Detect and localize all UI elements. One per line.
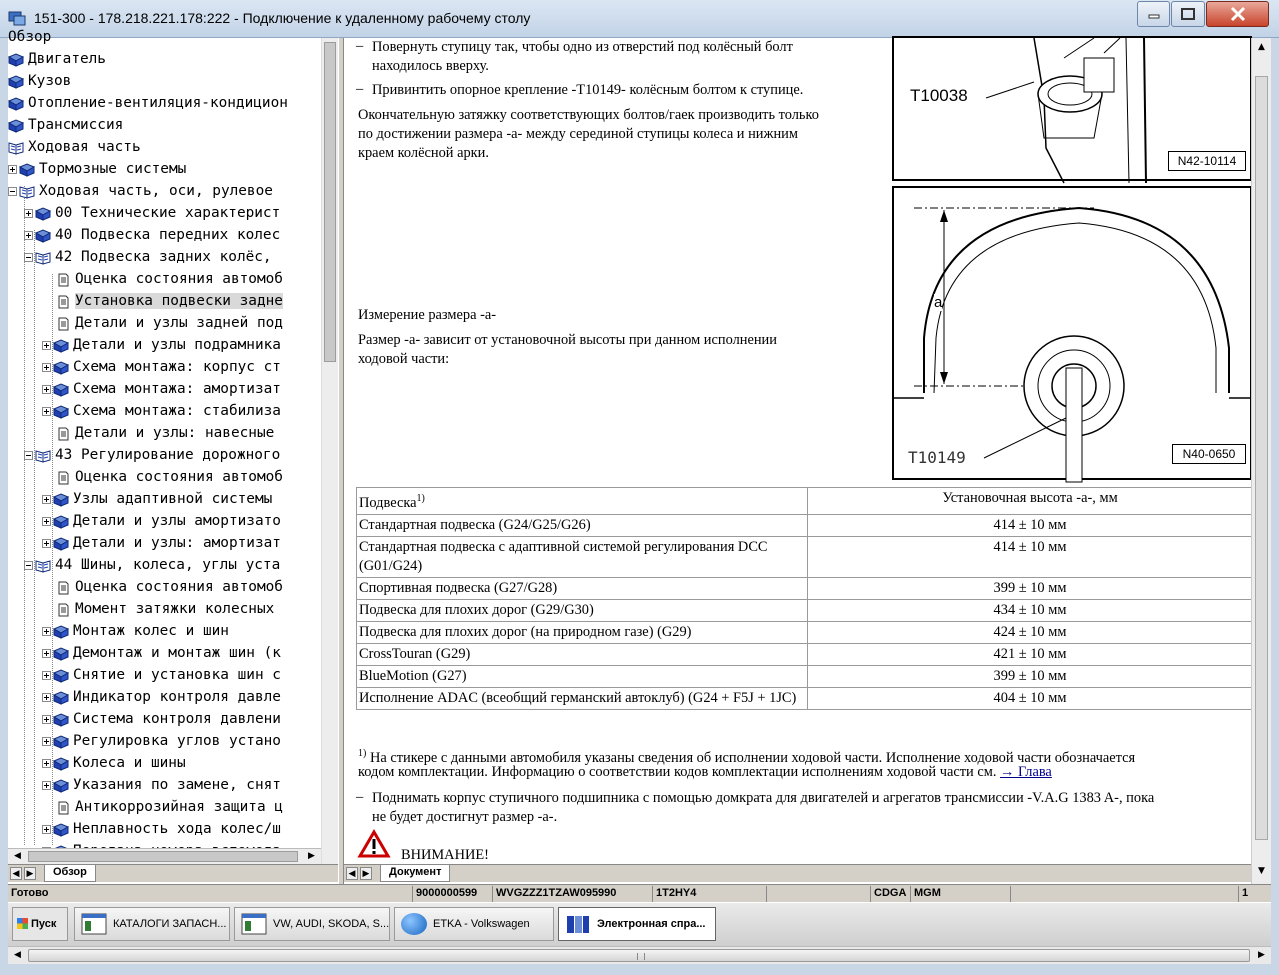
tree-item-label: Установка подвески задне <box>75 293 283 309</box>
height-value-cell: 434 ± 10 мм <box>808 599 1253 621</box>
tree-item[interactable] <box>42 686 281 708</box>
height-value-cell: 399 ± 10 мм <box>808 577 1253 599</box>
book-closed-icon <box>8 74 24 88</box>
scrollbar-thumb[interactable] <box>28 851 298 862</box>
taskbar <box>8 902 1271 946</box>
globe-icon <box>401 913 427 935</box>
expand-icon[interactable] <box>8 165 17 174</box>
tree-item-label: Обзор <box>8 29 52 45</box>
tree-item[interactable] <box>42 774 281 796</box>
step-text: Привинтить опорное крепление -T10149- колёсным болтом к ступице. <box>372 82 804 98</box>
suspension-height-table <box>356 487 1253 710</box>
taskbar-button-label: КАТАЛОГИ ЗАПАСН... <box>113 918 227 930</box>
tree-item[interactable] <box>42 708 281 730</box>
tree-item-label: 44 Шины, колеса, углы уста <box>55 557 281 573</box>
height-value-cell: 414 ± 10 мм <box>808 536 1253 577</box>
suspension-name-cell: Стандартная подвеска (G24/G25/G26) <box>357 514 808 536</box>
tool-label: T10038 <box>910 86 968 105</box>
tree-item[interactable] <box>24 444 280 466</box>
expand-icon[interactable] <box>42 495 51 504</box>
tree-item[interactable] <box>8 136 141 158</box>
height-value-cell: 424 ± 10 мм <box>808 621 1253 643</box>
tree-item-label: Двигатель <box>28 51 106 67</box>
header-suspension: Подвеска <box>359 494 417 511</box>
section-title: Измерение размера -а- <box>358 307 497 323</box>
tree-item[interactable] <box>8 48 106 70</box>
tree-item-label: 00 Технические характерист <box>55 205 281 221</box>
table-row <box>357 643 1253 665</box>
expand-icon[interactable] <box>42 737 51 746</box>
tree-item[interactable] <box>42 730 281 752</box>
book-closed-icon <box>19 162 35 176</box>
tree-item-label: Регулировка углов устано <box>73 733 281 749</box>
expand-icon[interactable] <box>42 825 51 834</box>
figure-t10038 <box>892 36 1252 181</box>
figure-t10149 <box>892 186 1252 480</box>
tab-overview[interactable]: Обзор <box>44 865 96 882</box>
navigation-tree[interactable] <box>8 29 342 864</box>
expand-icon[interactable] <box>42 759 51 768</box>
tree-item-label: Детали и узлы подрамника <box>73 337 281 353</box>
footnote-marker: 1) <box>416 493 425 504</box>
footnote-line: кодом комплектации. Информацию о соответствии кодов комплектации исполнениям ходовой части см. <box>358 764 997 780</box>
remote-desktop-icon <box>8 10 26 26</box>
tree-item[interactable] <box>42 598 274 620</box>
tree-item[interactable] <box>42 752 186 774</box>
table-row <box>357 599 1253 621</box>
suspension-name-cell: BlueMotion (G27) <box>357 665 808 687</box>
collapse-icon[interactable] <box>8 187 17 196</box>
expand-icon[interactable] <box>42 407 51 416</box>
maximize-button[interactable] <box>1171 1 1205 27</box>
tree-item[interactable] <box>42 422 274 444</box>
expand-icon[interactable] <box>24 231 33 240</box>
tree-item[interactable] <box>24 246 272 268</box>
scroll-up-icon[interactable]: ▲ <box>1258 42 1265 52</box>
tree-item[interactable] <box>8 158 186 180</box>
tree-item[interactable] <box>42 290 283 312</box>
minimize-icon <box>1148 9 1160 19</box>
book-closed-icon <box>53 514 69 528</box>
book-closed-icon <box>35 206 51 220</box>
expand-icon[interactable] <box>42 627 51 636</box>
taskbar-button-active[interactable] <box>558 907 716 941</box>
document-tabbar <box>344 864 1251 882</box>
page-icon <box>55 602 71 616</box>
table-row <box>357 514 1253 536</box>
height-value-cell: 404 ± 10 мм <box>808 687 1253 709</box>
tab-prev-icon[interactable]: ◀ <box>10 867 22 880</box>
taskbar-button[interactable] <box>394 907 554 941</box>
scrollbar-thumb[interactable] <box>1255 76 1268 840</box>
scroll-down-icon[interactable]: ▼ <box>1258 866 1265 876</box>
tree-item-label: Тормозные системы <box>39 161 187 177</box>
tree-item-label: Оценка состояния автомоб <box>75 271 283 287</box>
tree-item[interactable] <box>24 202 280 224</box>
minimize-button[interactable] <box>1137 1 1170 27</box>
tree-item-label: Детали и узлы: амортизат <box>73 535 281 551</box>
page-icon <box>55 316 71 330</box>
start-button[interactable]: Пуск <box>12 907 68 941</box>
step-text: находилось вверху. <box>372 58 489 74</box>
book-closed-icon <box>53 646 69 660</box>
tree-item[interactable] <box>42 818 281 840</box>
header-height: Установочная высота -а-, мм <box>808 488 1253 515</box>
expand-icon[interactable] <box>42 341 51 350</box>
book-open-icon <box>35 558 51 572</box>
page-icon <box>55 272 71 286</box>
tree-vertical-scrollbar[interactable] <box>321 38 338 864</box>
tree-item[interactable] <box>42 334 281 356</box>
tree-item-label: Детали и узлы: навесные <box>75 425 275 441</box>
status-cell: 1T2HY4 <box>652 886 766 902</box>
tree-item-label: Трансмиссия <box>28 117 124 133</box>
tree-item-label: Снятие и установка шин с <box>73 667 281 683</box>
close-button[interactable] <box>1206 1 1269 27</box>
book-closed-icon <box>53 734 69 748</box>
book-open-icon <box>35 250 51 264</box>
book-closed-icon <box>53 382 69 396</box>
book-closed-icon <box>35 228 51 242</box>
status-cell: 9000000599 <box>412 886 492 902</box>
tree-item-label: Детали и узлы амортизато <box>73 513 281 529</box>
document-view <box>344 38 1251 864</box>
tree-item[interactable] <box>8 114 123 136</box>
suspension-name-cell: CrossTouran (G29) <box>357 643 808 665</box>
footnote-line: На стикере с данными автомобиля указаны сведения об исполнении ходовой части. Исполнение ходовой части обозначается <box>369 749 1136 766</box>
tree-guide-line <box>24 186 25 846</box>
dimension-label: a <box>934 294 943 311</box>
footnote-marker: 1) <box>358 748 367 759</box>
paragraph-text: Окончательную затяжку соответствующих болтов/гаек производить только <box>358 107 819 123</box>
tree-item-label: 42 Подвеска задних колёс, <box>55 249 272 265</box>
warning-title: ВНИМАНИЕ! <box>401 847 489 863</box>
table-row <box>357 687 1253 709</box>
suspension-name-cell: Спортивная подвеска (G27/G28) <box>357 577 808 599</box>
tree-item-label: Кузов <box>28 73 72 89</box>
height-value-cell: 421 ± 10 мм <box>808 643 1253 665</box>
expand-icon[interactable] <box>42 715 51 724</box>
tree-item[interactable] <box>8 92 288 114</box>
book-closed-icon <box>53 404 69 418</box>
tree-item-label: Детали и узлы задней под <box>75 315 283 331</box>
tree-item-label: Момент затяжки колесных <box>75 601 275 617</box>
paragraph-text: по достижении размера -а- между серединой ступицы колеса и нижним <box>358 126 798 142</box>
tree-item[interactable] <box>42 312 283 334</box>
tree-item-label: Узлы адаптивной системы <box>73 491 273 507</box>
collapse-icon[interactable] <box>24 561 33 570</box>
tree-item[interactable] <box>24 224 280 246</box>
tree-item[interactable] <box>42 642 281 664</box>
tree-item-label: Индикатор контроля давле <box>73 689 281 705</box>
table-header-row <box>357 488 1253 515</box>
scroll-left-icon[interactable]: ◀ <box>14 851 21 861</box>
host-horizontal-scrollbar[interactable] <box>8 946 1271 964</box>
chapter-link[interactable]: → Глава <box>1000 764 1052 780</box>
tree-item[interactable] <box>42 532 281 554</box>
paragraph-text: ходовой части: <box>358 351 450 367</box>
collapse-icon[interactable] <box>24 253 33 262</box>
suspension-name-cell: Исполнение ADAC (всеобщий германский автоклуб) (G24 + F5J + 1JC) <box>357 687 808 709</box>
expand-icon[interactable] <box>24 209 33 218</box>
scrollbar-thumb[interactable] <box>28 949 1250 962</box>
application-frame <box>8 29 1271 946</box>
tree-item-label: Ходовая часть <box>28 139 141 155</box>
tree-item-label: Монтаж колес и шин <box>73 623 229 639</box>
tree-tabbar <box>8 864 338 882</box>
expand-icon[interactable] <box>42 671 51 680</box>
step-text: не будет достигнут размер -а-. <box>372 809 558 825</box>
taskbar-button-label: VW, AUDI, SKODA, S... <box>273 918 390 930</box>
scroll-right-icon[interactable]: ▶ <box>308 851 315 861</box>
tab-prev-icon[interactable]: ◀ <box>346 867 358 880</box>
expand-icon[interactable] <box>42 649 51 658</box>
scrollbar-thumb[interactable] <box>324 42 336 362</box>
expand-icon[interactable] <box>42 517 51 526</box>
window-titlebar[interactable] <box>0 0 1279 38</box>
tab-document[interactable]: Документ <box>380 865 450 882</box>
figure-code: N42-10114 <box>1168 151 1246 171</box>
tree-item[interactable] <box>42 400 281 422</box>
height-value-cell: 414 ± 10 мм <box>808 514 1253 536</box>
tree-item-label: Оценка состояния автомоб <box>75 469 283 485</box>
tree-item[interactable] <box>42 466 283 488</box>
bullet-dash: – <box>356 789 364 805</box>
table-row <box>357 536 1253 577</box>
taskbar-button[interactable] <box>74 907 230 941</box>
table-header-cell <box>357 488 808 515</box>
window-icon <box>81 913 107 935</box>
book-closed-icon <box>53 338 69 352</box>
book-closed-icon <box>53 668 69 682</box>
tree-item[interactable] <box>8 70 71 92</box>
tree-item[interactable] <box>24 554 280 576</box>
footnote-text <box>358 763 1052 782</box>
taskbar-button[interactable] <box>234 907 390 941</box>
status-text: Готово <box>11 887 49 899</box>
tree-item[interactable] <box>42 268 283 290</box>
tree-item-label: Указания по замене, снят <box>73 777 281 793</box>
suspension-name-cell: Стандартная подвеска с адаптивной системой регулирования DCC (G01/G24) <box>357 536 808 577</box>
books-icon <box>565 913 591 935</box>
wheel-arch-drawing <box>894 188 1254 482</box>
tab-next-icon[interactable]: ▶ <box>24 867 36 880</box>
tab-next-icon[interactable]: ▶ <box>360 867 372 880</box>
taskbar-button-label: ETKA - Volkswagen <box>433 918 530 930</box>
tree-horizontal-scrollbar[interactable] <box>8 848 321 864</box>
document-vertical-scrollbar[interactable] <box>1251 38 1271 884</box>
book-closed-icon <box>53 822 69 836</box>
scroll-left-icon[interactable]: ◀ <box>14 950 21 960</box>
tree-guide-line <box>34 230 35 846</box>
tree-item[interactable] <box>8 180 273 202</box>
expand-icon[interactable] <box>42 693 51 702</box>
tree-item-label: Ходовая часть, оси, рулевое <box>39 183 273 199</box>
tree-item-label: Схема монтажа: стабилиза <box>73 403 281 419</box>
suspension-name-cell: Подвеска для плохих дорог (на природном газе) (G29) <box>357 621 808 643</box>
tree-item-label: Демонтаж и монтаж шин (к <box>73 645 281 661</box>
tree-item[interactable] <box>42 620 229 642</box>
paragraph-text: краем колёсной арки. <box>358 145 489 161</box>
tree-item-label: Отопление-вентиляция-кондицион <box>28 95 288 111</box>
table-row <box>357 621 1253 643</box>
tool-label: T10149 <box>908 448 966 467</box>
tree-item[interactable] <box>42 488 272 510</box>
scrollbar-grip <box>637 953 645 960</box>
status-bar <box>8 884 1271 902</box>
status-cell: MGM <box>910 886 1010 902</box>
window-icon <box>241 913 267 935</box>
status-cell <box>1010 886 1238 902</box>
status-cell <box>766 886 870 902</box>
page-icon <box>55 580 71 594</box>
warning-icon <box>358 830 390 858</box>
restore-icon <box>1181 8 1195 20</box>
status-cell: 1 <box>1238 886 1271 902</box>
page-icon <box>55 470 71 484</box>
bullet-dash: – <box>356 38 364 54</box>
paragraph-text: Размер -а- зависит от установочной высоты при данном исполнении <box>358 332 777 348</box>
tree-item[interactable] <box>42 378 281 400</box>
book-closed-icon <box>53 492 69 506</box>
bullet-dash: – <box>356 81 364 97</box>
book-closed-icon <box>8 96 24 110</box>
status-cell: CDGA <box>870 886 910 902</box>
book-open-icon <box>19 184 35 198</box>
tree-item-label: Схема монтажа: корпус ст <box>73 359 281 375</box>
step-text: Поднимать корпус ступичного подшипника с помощью домкрата для двигателей и агрегатов трансмиссии -V.A.G 1383 A-, пока <box>372 790 1155 806</box>
tree-item[interactable] <box>42 576 283 598</box>
expand-icon[interactable] <box>42 539 51 548</box>
tree-item[interactable] <box>42 796 283 818</box>
book-open-icon <box>8 140 24 154</box>
scroll-right-icon[interactable]: ▶ <box>1258 950 1265 960</box>
book-closed-icon <box>53 536 69 550</box>
step-text: Повернуть ступицу так, чтобы одно из отверстий под колёсный болт <box>372 39 793 55</box>
tree-item-label: Колеса и шины <box>73 755 186 771</box>
taskbar-button-label: Электронная спра... <box>597 918 706 930</box>
tree-item-label: Антикоррозийная защита ц <box>75 799 283 815</box>
book-open-icon <box>35 448 51 462</box>
tree-item-label: Система контроля давлени <box>73 711 281 727</box>
tree-item-label: 43 Регулирование дорожного <box>55 447 281 463</box>
close-icon <box>1230 7 1246 21</box>
tree-item[interactable] <box>42 510 281 532</box>
page-icon <box>55 426 71 440</box>
tree-item-label: Оценка состояния автомоб <box>75 579 283 595</box>
tree-item[interactable] <box>42 664 281 686</box>
book-closed-icon <box>53 756 69 770</box>
book-closed-icon <box>53 778 69 792</box>
height-value-cell: 399 ± 10 мм <box>808 665 1253 687</box>
page-icon <box>55 294 71 308</box>
expand-icon[interactable] <box>42 781 51 790</box>
window-title: 151-300 - 178.218.221.178:222 - Подключение к удаленному рабочему столу <box>34 10 531 26</box>
book-closed-icon <box>8 118 24 132</box>
figure-code: N40-0650 <box>1172 444 1246 464</box>
suspension-name-cell: Подвеска для плохих дорог (G29/G30) <box>357 599 808 621</box>
expand-icon[interactable] <box>42 385 51 394</box>
page-icon <box>55 800 71 814</box>
book-closed-icon <box>53 360 69 374</box>
expand-icon[interactable] <box>42 363 51 372</box>
status-cell: WVGZZZ1TZAW095990 <box>492 886 652 902</box>
table-row <box>357 577 1253 599</box>
book-closed-icon <box>53 690 69 704</box>
tree-item-label: Неплавность хода колес/ш <box>73 821 281 837</box>
tree-item[interactable] <box>42 356 281 378</box>
tree-item-label: Схема монтажа: амортизат <box>73 381 281 397</box>
table-row <box>357 665 1253 687</box>
book-closed-icon <box>53 712 69 726</box>
collapse-icon[interactable] <box>24 451 33 460</box>
tree-item[interactable] <box>8 26 51 48</box>
book-closed-icon <box>8 52 24 66</box>
tree-item-label: 40 Подвеска передних колес <box>55 227 281 243</box>
book-closed-icon <box>53 624 69 638</box>
